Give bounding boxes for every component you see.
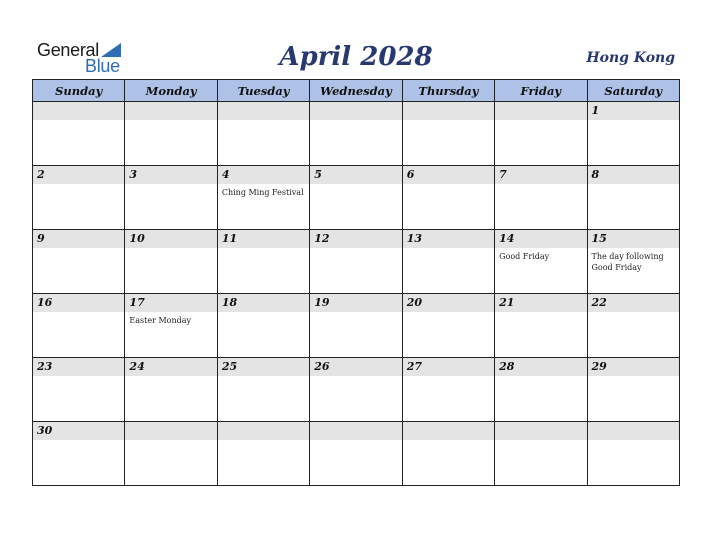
day-cell [587, 294, 679, 358]
day-cell [402, 358, 494, 422]
holiday-label [310, 248, 401, 251]
holiday-label [125, 184, 216, 187]
holiday-label [310, 440, 401, 443]
day-number [125, 422, 216, 440]
day-cell [402, 422, 494, 486]
day-cell [587, 230, 679, 294]
weekday-header: Saturday [587, 80, 679, 102]
holiday-label [403, 312, 494, 315]
day-cell [217, 422, 309, 486]
holiday-label [218, 376, 309, 379]
day-cell [33, 422, 125, 486]
holiday-label [403, 440, 494, 443]
calendar-grid [32, 79, 680, 486]
day-number: 25 [218, 358, 309, 376]
day-number: 17 [125, 294, 216, 312]
day-cell [33, 166, 125, 230]
day-cell [587, 166, 679, 230]
day-number [218, 102, 309, 120]
holiday-label [403, 376, 494, 379]
day-number: 10 [125, 230, 216, 248]
day-cell [33, 230, 125, 294]
weekday-header: Sunday [33, 80, 125, 102]
holiday-label [33, 248, 124, 251]
holiday-label [125, 376, 216, 379]
holiday-label [495, 376, 586, 379]
holiday-label [33, 184, 124, 187]
holiday-label [218, 120, 309, 123]
holiday-label [495, 184, 586, 187]
day-number [403, 102, 494, 120]
holiday-label [125, 248, 216, 251]
holiday-label [588, 312, 679, 315]
day-cell [495, 358, 587, 422]
day-cell [402, 294, 494, 358]
day-number: 29 [588, 358, 679, 376]
holiday-label [403, 248, 494, 251]
day-number: 20 [403, 294, 494, 312]
week-row [33, 294, 680, 358]
day-cell [217, 230, 309, 294]
day-number [125, 102, 216, 120]
holiday-label [33, 120, 124, 123]
day-cell [495, 166, 587, 230]
holiday-label [588, 184, 679, 187]
day-cell [495, 422, 587, 486]
holiday-label [33, 312, 124, 315]
holiday-label: Ching Ming Festival [221, 188, 304, 197]
day-number: 4 [218, 166, 309, 184]
day-number: 30 [33, 422, 124, 440]
day-cell [310, 422, 402, 486]
logo-text-blue: Blue [85, 56, 120, 76]
weekday-header: Friday [495, 80, 587, 102]
holiday-label [310, 184, 401, 187]
day-number: 12 [310, 230, 401, 248]
day-number: 2 [33, 166, 124, 184]
holiday-label: Easter Monday [129, 316, 192, 325]
day-number [495, 422, 586, 440]
holiday-label [588, 120, 679, 123]
holiday-label [403, 120, 494, 123]
day-cell [217, 294, 309, 358]
day-cell [125, 230, 217, 294]
holiday-label: The day following Good Friday [591, 252, 664, 272]
day-cell [587, 102, 679, 166]
region-label: Hong Kong [586, 50, 675, 66]
weekday-header: Monday [125, 80, 217, 102]
holiday-label [125, 120, 216, 123]
day-cell [217, 358, 309, 422]
day-number: 26 [310, 358, 401, 376]
day-cell [495, 102, 587, 166]
day-number: 3 [125, 166, 216, 184]
day-number: 19 [310, 294, 401, 312]
day-cell [495, 230, 587, 294]
week-row [33, 166, 680, 230]
day-cell [125, 294, 217, 358]
day-cell [587, 422, 679, 486]
weekday-header: Wednesday [310, 80, 402, 102]
day-number: 7 [495, 166, 586, 184]
day-number: 14 [495, 230, 586, 248]
day-number: 23 [33, 358, 124, 376]
calendar-title: April 2028 [279, 42, 433, 72]
day-number [588, 422, 679, 440]
day-number [403, 422, 494, 440]
day-number: 28 [495, 358, 586, 376]
day-cell [402, 102, 494, 166]
day-cell [310, 102, 402, 166]
day-number: 27 [403, 358, 494, 376]
day-number [495, 102, 586, 120]
day-cell [217, 102, 309, 166]
day-cell [310, 230, 402, 294]
holiday-label: Good Friday [499, 252, 550, 261]
holiday-label [495, 120, 586, 123]
day-number: 6 [403, 166, 494, 184]
day-cell [310, 294, 402, 358]
day-number: 21 [495, 294, 586, 312]
day-cell [125, 166, 217, 230]
holiday-label [218, 440, 309, 443]
day-number: 5 [310, 166, 401, 184]
holiday-label [33, 440, 124, 443]
day-number: 9 [33, 230, 124, 248]
holiday-label [495, 312, 586, 315]
holiday-label [588, 376, 679, 379]
day-number: 15 [588, 230, 679, 248]
day-cell [402, 166, 494, 230]
day-cell [33, 294, 125, 358]
day-number: 8 [588, 166, 679, 184]
day-number [33, 102, 124, 120]
holiday-label [403, 184, 494, 187]
day-cell [125, 422, 217, 486]
holiday-label [310, 312, 401, 315]
weekday-header: Tuesday [217, 80, 309, 102]
day-number: 1 [588, 102, 679, 120]
day-cell [495, 294, 587, 358]
holiday-label [125, 440, 216, 443]
day-number [310, 102, 401, 120]
weekday-header: Thursday [402, 80, 494, 102]
day-cell [217, 166, 309, 230]
holiday-label [495, 440, 586, 443]
logo-text-general: General [37, 40, 99, 60]
day-cell [402, 230, 494, 294]
holiday-label [33, 376, 124, 379]
week-row [33, 230, 680, 294]
week-row [33, 422, 680, 486]
holiday-label [588, 440, 679, 443]
day-cell [33, 102, 125, 166]
day-cell [310, 166, 402, 230]
holiday-label [218, 248, 309, 251]
week-row [33, 358, 680, 422]
day-number [310, 422, 401, 440]
day-cell [33, 358, 125, 422]
day-cell [125, 102, 217, 166]
day-cell [125, 358, 217, 422]
day-number [218, 422, 309, 440]
holiday-label [310, 120, 401, 123]
day-number: 13 [403, 230, 494, 248]
holiday-label [218, 312, 309, 315]
day-cell [587, 358, 679, 422]
day-number: 16 [33, 294, 124, 312]
day-number: 18 [218, 294, 309, 312]
day-cell [310, 358, 402, 422]
holiday-label [310, 376, 401, 379]
week-row [33, 102, 680, 166]
day-number: 22 [588, 294, 679, 312]
weekday-header-row [33, 80, 680, 102]
day-number: 24 [125, 358, 216, 376]
day-number: 11 [218, 230, 309, 248]
